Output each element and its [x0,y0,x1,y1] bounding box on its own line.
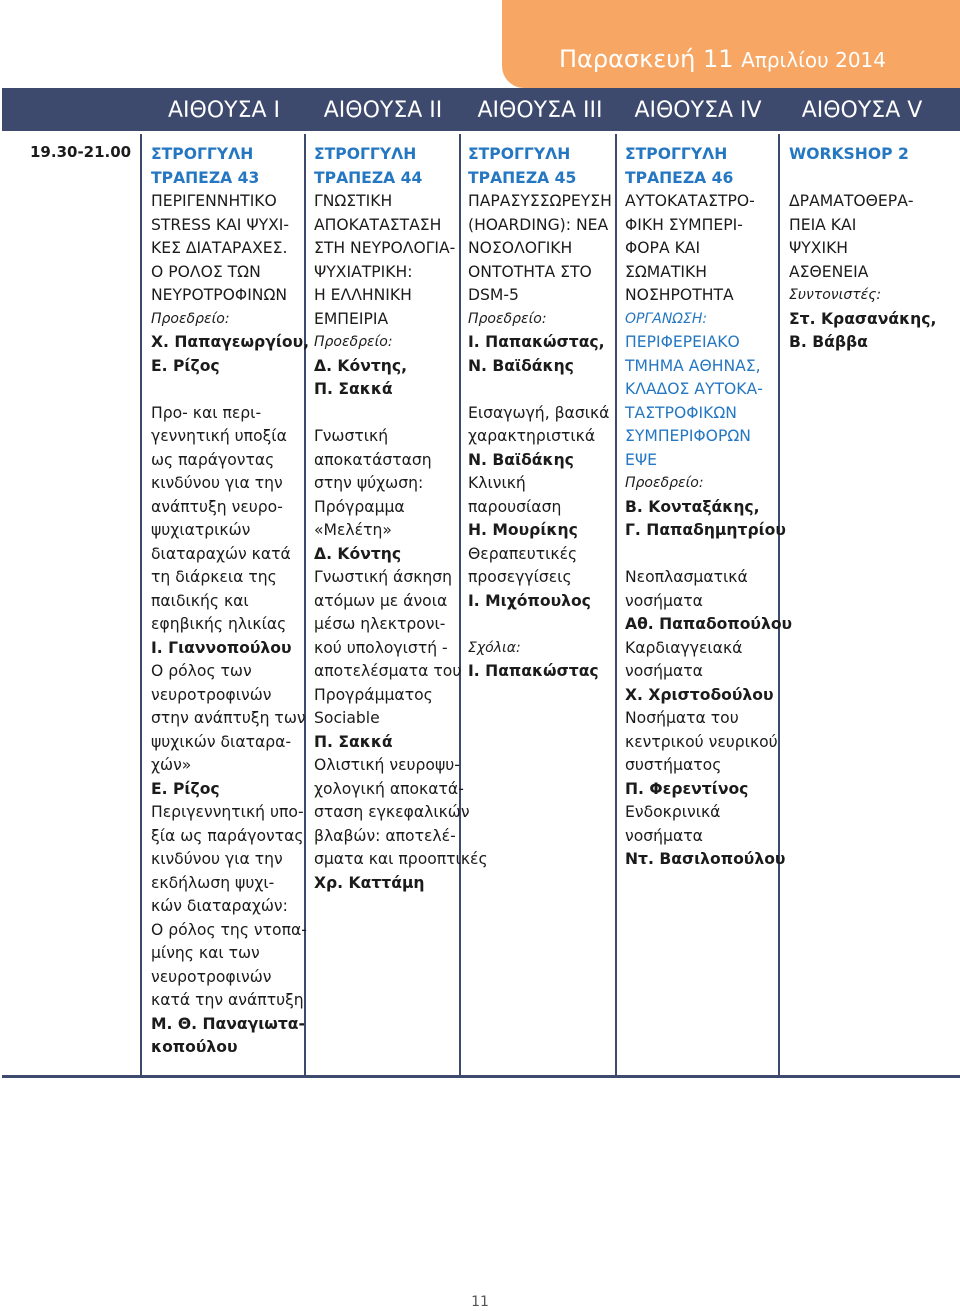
column-divider [615,134,617,1077]
session-line: Ε. Ρίζος [151,779,220,798]
session-line: κεντρικού νευρικού [625,732,778,751]
session-line: Δ. Κόντης [314,544,402,563]
column-divider [140,134,142,1077]
session-hall-2 [314,143,488,895]
session-line: ΕΜΠΕΙΡΙΑ [314,309,389,328]
session-line: Στ. Κρασανάκης, [789,309,937,328]
session-line: κινδύνου για την [151,474,283,492]
session-line: Μ. Θ. Παναγιωτα- [151,1014,305,1033]
session-line: Sociable [314,709,380,727]
session-line: WORKSHOP 2 [789,145,909,163]
session-line: Χ. Χριστοδούλου [625,685,774,704]
session-line: μίνης και των [151,944,260,962]
session-line: ΠΕΡΙΓΕΝΝΗΤΙΚΟ [151,192,277,210]
session-line: ΝΕΥΡΟΤΡΟΦΙΝΩΝ [151,286,288,304]
date-day: Παρασκευή 11 [558,45,734,73]
session-line: σματα και προοπτικές [314,850,488,868]
hall-3-label: ΑΙΘΟΥΣΑ III [477,98,603,123]
session-line: ΣΤΗ ΝΕΥΡΟΛΟΓΙΑ- [314,239,456,257]
spacer [314,402,488,426]
session-line: ΠΑΡΑΣΥΣΣΩΡΕΥΣΗ [468,192,612,210]
session-line: διαταραχών κατά [151,544,291,563]
session-line: ΨΥΧΙΚΗ [789,239,849,257]
date-banner [502,0,960,88]
session-line: Γνωστική [314,427,389,445]
session-line: Καρδιαγγειακά [625,638,743,657]
session-line: γεννητική υποξία [151,427,287,445]
session-line: κών διαταραχών: [151,897,288,915]
session-line: ΟΡΓΑΝΩΣΗ: [625,310,708,327]
hall-2-label: ΑΙΘΟΥΣΑ II [323,98,443,123]
session-line: Ι. Μιχόπουλος [468,591,591,610]
session-line: ΣΤΡΟΓΓΥΛΗ [314,145,417,163]
session-line: Αθ. Παπαδοπούλου [625,615,793,633]
session-line: ΑΣΘΕΝΕΙΑ [789,262,869,281]
session-line: χαρακτηριστικά [468,427,596,445]
session-line: κοπούλου [151,1038,238,1056]
session-line: Χ. Παπαγεωργίου, [151,333,310,351]
session-line: Π. Σακκά [314,380,393,398]
session-line: παιδικής και [151,591,249,610]
session-line: Ε. Ρίζος [151,356,220,375]
session-hall-3 [468,143,612,684]
session-line: Ν. Βαϊδάκης [468,356,574,375]
session-line: ΝΟΣΗΡΟΤΗΤΑ [625,286,734,304]
session-line: Γνωστική άσκηση [314,568,453,586]
session-line: Β. Βάββα [789,333,868,351]
session-line: Νοσήματα του [625,709,739,727]
session-line: Προγράμματος [314,685,433,704]
session-line: ΚΕΣ ΔΙΑΤΑΡΑΧΕΣ. [151,239,288,257]
session-line: νοσήματα [625,662,703,680]
session-line: (HOARDING): ΝΕΑ [468,215,609,234]
spacer [625,543,792,567]
session-line: STRESS ΚΑΙ ΨΥΧΙ- [151,215,290,234]
session-line: ΤΑΣΤΡΟΦΙΚΩΝ [625,403,737,422]
session-line: «Μελέτη» [314,521,392,539]
session-line: Περιγεννητική υπο- [151,803,304,821]
session-line: ξία ως παράγοντας [151,826,304,845]
session-line: νευροτροφινών [151,967,272,986]
table-bottom-rule [2,1075,960,1078]
session-line: DSM-5 [468,286,519,304]
session-line: στην ψύχωση: [314,474,424,492]
session-line: Π. Φερεντίνος [625,779,749,798]
session-line: Προεδρείο: [468,310,547,327]
hall-4-label: ΑΙΘΟΥΣΑ IV [634,98,762,123]
session-line: Ολιστική νευροψυ- [314,756,460,774]
session-line: ΣΤΡΟΓΓΥΛΗ [468,145,571,163]
session-line: ΦΟΡΑ ΚΑΙ [625,239,701,257]
session-line: ΠΕΡΙΦΕΡΕΙΑΚΟ [625,333,740,351]
session-line: ΠΕΙΑ ΚΑΙ [789,215,857,234]
session-line: παρουσίαση [468,497,562,516]
session-line: Συντονιστές: [789,287,882,303]
session-line: Β. Κονταξάκης, [625,497,760,516]
session-line: Σχόλια: [468,639,521,656]
session-line: στην ανάπτυξη των [151,709,306,727]
session-line: ΑΥΤΟΚΑΤΑΣΤΡΟ- [625,192,755,210]
page-number: 11 [471,1294,489,1310]
hall-1-label: ΑΙΘΟΥΣΑ I [167,98,281,123]
session-line: ΤΡΑΠΕΖΑ 45 [468,168,577,187]
session-line: ΣΥΜΠΕΡΙΦΟΡΩΝ [625,427,751,445]
session-line: Η. Μουρίκης [468,521,578,539]
session-line: Ντ. Βασιλοπούλου [625,850,786,868]
session-line: Ν. Βαϊδάκης [468,450,574,469]
session-line: ΔΡΑΜΑΤΟΘΕΡΑ- [789,192,914,210]
session-line: Χρ. Καττάμη [314,873,425,892]
session-line: Προεδρείο: [151,310,230,327]
session-line: Προ- και περι- [151,403,262,422]
hall-5-label: ΑΙΘΟΥΣΑ V [801,98,923,123]
session-line: Ι. Παπακώστας, [468,333,605,351]
session-line: ΨΥΧΙΑΤΡΙΚΗ: [314,262,413,281]
session-line: ΝΟΣΟΛΟΓΙΚΗ [468,239,573,257]
session-line: αποτελέσματα του [314,662,462,680]
session-hall-1 [151,143,309,1060]
session-line: Η ΕΛΛΗΝΙΚΗ [314,286,412,304]
session-line: Ενδοκρινικά [625,803,721,821]
date-heading [559,45,886,73]
spacer [151,378,309,402]
session-line: εφηβικής ηλικίας [151,615,287,633]
session-line: προσεγγίσεις [468,568,572,586]
session-line: ΚΛΑΔΟΣ ΑΥΤΟΚΑ- [625,380,763,398]
session-line: μέσω ηλεκτρονι- [314,615,446,633]
session-line: Θεραπευτικές [468,544,578,563]
session-line: εκδήλωση ψυχι- [151,873,275,892]
hall-header-bar [2,88,960,131]
session-line: σταση εγκεφαλικών [314,803,470,821]
session-line: ανάπτυξη νευρο- [151,497,283,516]
time-slot: 19.30-21.00 [30,143,132,161]
session-line: νευροτροφινών [151,685,272,704]
session-line: κινδύνου για την [151,850,283,868]
session-line: Προεδρείο: [314,334,393,350]
session-line: ΤΡΑΠΕΖΑ 46 [625,168,734,187]
session-hall-4 [625,143,792,872]
session-line: Ι. Παπακώστας [468,662,599,680]
session-line: τη διάρκεια της [151,568,277,586]
session-line: Προεδρείο: [625,475,704,491]
session-line: Νεοπλασματικά [625,568,748,586]
session-line: ΦΙΚΗ ΣΥΜΠΕΡΙ- [625,215,743,234]
session-line: Ο ρόλος των [151,662,252,680]
session-line: Ο ΡΟΛΟΣ ΤΩΝ [151,262,261,281]
session-line: Π. Σακκά [314,732,393,751]
session-line: Εισαγωγή, βασικά [468,403,610,422]
session-hall-5 [789,143,936,355]
session-line: ΤΜΗΜΑ ΑΘΗΝΑΣ, [625,356,761,375]
session-line: βλαβών: αποτελέ- [314,826,456,845]
session-line: αποκατάσταση [314,450,432,469]
spacer [789,167,936,191]
session-line: ΣΩΜΑΤΙΚΗ [625,262,707,281]
session-line: χών» [151,756,192,774]
spacer [468,378,612,402]
session-line: Ι. Γιαννοπούλου [151,638,292,657]
session-line: Πρόγραμμα [314,497,405,516]
session-line: Δ. Κόντης, [314,356,408,375]
session-line: χολογική αποκατά- [314,779,464,798]
session-line: Κλινική [468,474,526,492]
session-line: ΑΠΟΚΑΤΑΣΤΑΣΗ [314,215,442,234]
session-line: ΣΤΡΟΓΓΥΛΗ [625,145,728,163]
session-line: νοσήματα [625,826,703,845]
session-line: ΤΡΑΠΕΖΑ 43 [151,168,260,187]
session-line: ΣΤΡΟΓΓΥΛΗ [151,145,254,163]
session-line: ΟΝΤΟΤΗΤΑ ΣΤΟ [468,262,592,281]
session-line: ΤΡΑΠΕΖΑ 44 [314,168,423,187]
session-line: νοσήματα [625,591,703,610]
session-line: κατά την ανάπτυξη [151,991,304,1009]
session-line: ΓΝΩΣΤΙΚΗ [314,192,393,210]
session-line: Γ. Παπαδημητρίου [625,521,786,539]
session-line: ατόμων με άνοια [314,591,448,610]
session-line: ψυχικών διαταρα- [151,732,292,751]
session-line: συστήματος [625,756,722,774]
session-line: Ο ρόλος της ντοπα- [151,920,307,939]
session-line: ως παράγοντας [151,450,275,469]
session-line: ψυχιατρικών [151,521,251,539]
session-line: κού υπολογιστή - [314,638,448,657]
session-line: ΕΨΕ [625,450,657,469]
date-month-year: Απριλίου 2014 [741,48,886,72]
spacer [468,613,612,637]
